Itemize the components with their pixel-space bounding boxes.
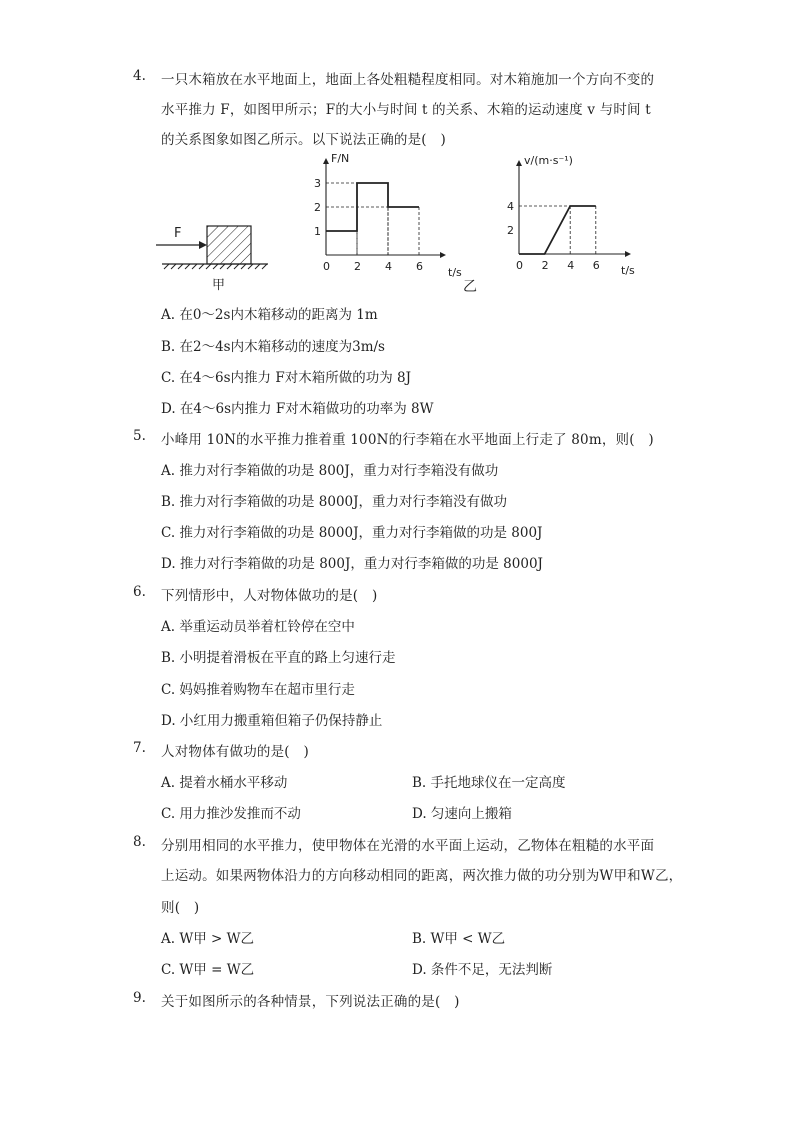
question-stem-line: 的关系图象如图乙所示。以下说法正确的是( ) xyxy=(161,132,446,148)
x-tick-label: 2 xyxy=(354,260,361,273)
force-arrow-head xyxy=(199,241,207,249)
force-time-chart xyxy=(308,152,478,292)
x-tick-label: 0 xyxy=(323,260,330,273)
option-c: C. 推力对行李箱做的功是 8000J，重力对行李箱做的功是 800J xyxy=(161,525,543,541)
option-c: C. 在4～6s内推力 F对木箱所做的功为 8J xyxy=(161,370,411,386)
figure-caption-yi: 乙 xyxy=(463,279,477,295)
y-tick-label: 2 xyxy=(314,201,321,214)
option-a: A. 推力对行李箱做的功是 800J，重力对行李箱没有做功 xyxy=(161,463,499,479)
x-tick-label: 0 xyxy=(516,259,523,272)
option-b: B. 小明提着滑板在平直的路上匀速行走 xyxy=(161,650,396,666)
x-axis-arrow xyxy=(625,251,631,257)
y-tick-label: 2 xyxy=(507,224,514,237)
wooden-box xyxy=(207,226,251,264)
option-b: B. W甲 < W乙 xyxy=(412,931,506,947)
option-c: C. 妈妈推着购物车在超市里行走 xyxy=(161,682,355,698)
question-stem: 下列情形中，人对物体做功的是( ) xyxy=(161,588,378,604)
x-tick-label: 6 xyxy=(416,260,423,273)
y-axis-label: F/N xyxy=(331,152,350,165)
option-d: D. 条件不足，无法判断 xyxy=(412,962,553,978)
question-number: 7. xyxy=(133,740,146,756)
question-stem: 关于如图所示的各种情景，下列说法正确的是( ) xyxy=(161,994,460,1010)
x-tick-label: 6 xyxy=(592,259,600,272)
question-stem: 小峰用 10N的水平推力推着重 100N的行李箱在水平地面上行走了 80m，则( ) xyxy=(161,432,654,448)
x-tick-label: 4 xyxy=(385,260,392,273)
y-tick-label: 1 xyxy=(314,225,321,238)
question-number: 5. xyxy=(133,428,146,444)
x-tick-label: 2 xyxy=(541,259,549,272)
option-d: D. 匀速向上搬箱 xyxy=(412,806,512,822)
figure-box-on-ground xyxy=(150,215,275,295)
option-b: B. 在2～4s内木箱移动的速度为3m/s xyxy=(161,339,385,355)
option-d: D. 推力对行李箱做的功是 800J，重力对行李箱做的功是 8000J xyxy=(161,556,543,572)
question-stem-line: 分别用相同的水平推力，使甲物体在光滑的水平面上运动，乙物体在粗糙的水平面 xyxy=(161,838,655,854)
x-axis-label: t/s xyxy=(448,266,462,279)
x-axis-arrow xyxy=(440,252,446,258)
force-label: F xyxy=(174,226,182,241)
option-d: D. 小红用力搬重箱但箱子仍保持静止 xyxy=(161,713,383,729)
option-d: D. 在4～6s内推力 F对木箱做功的功率为 8W xyxy=(161,401,434,417)
y-axis-arrow xyxy=(516,160,522,166)
question-number: 4. xyxy=(133,68,146,84)
y-axis-arrow xyxy=(323,158,329,164)
option-b: B. 手托地球仪在一定高度 xyxy=(412,775,566,791)
y-tick-label: 4 xyxy=(507,200,514,213)
option-a: A. W甲 > W乙 xyxy=(161,931,254,947)
option-c: C. 用力推沙发推而不动 xyxy=(161,806,301,822)
y-axis-label: v/(m·s⁻¹) xyxy=(524,154,573,167)
velocity-time-chart xyxy=(505,152,655,282)
figure-caption-jia: 甲 xyxy=(212,278,226,293)
x-tick-label: 4 xyxy=(567,259,575,272)
question-stem-line: 一只木箱放在水平地面上，地面上各处粗糙程度相同。对木箱施加一个方向不变的 xyxy=(161,72,655,88)
question-number: 6. xyxy=(133,584,146,600)
question-number: 8. xyxy=(133,834,146,850)
option-a: A. 提着水桶水平移动 xyxy=(161,775,288,791)
ground-hatching xyxy=(164,264,267,269)
option-c: C. W甲 = W乙 xyxy=(161,962,255,978)
question-number: 9. xyxy=(133,990,146,1006)
question-stem-line: 上运动。如果两物体沿力的方向移动相同的距离，两次推力做的功分别为W甲和W乙， xyxy=(161,868,683,884)
data-series-line xyxy=(519,206,596,254)
question-stem-line: 水平推力 F，如图甲所示；F的大小与时间 t 的关系、木箱的运动速度 v 与时间 t xyxy=(161,102,651,118)
option-b: B. 推力对行李箱做的功是 8000J，重力对行李箱没有做功 xyxy=(161,494,508,510)
option-a: A. 在0～2s内木箱移动的距离为 1m xyxy=(161,307,378,323)
option-a: A. 举重运动员举着杠铃停在空中 xyxy=(161,619,355,635)
y-tick-label: 3 xyxy=(314,177,321,190)
x-axis-label: t/s xyxy=(621,264,635,277)
question-stem-line: 则( ) xyxy=(161,900,200,916)
question-stem: 人对物体有做功的是( ) xyxy=(161,744,309,760)
